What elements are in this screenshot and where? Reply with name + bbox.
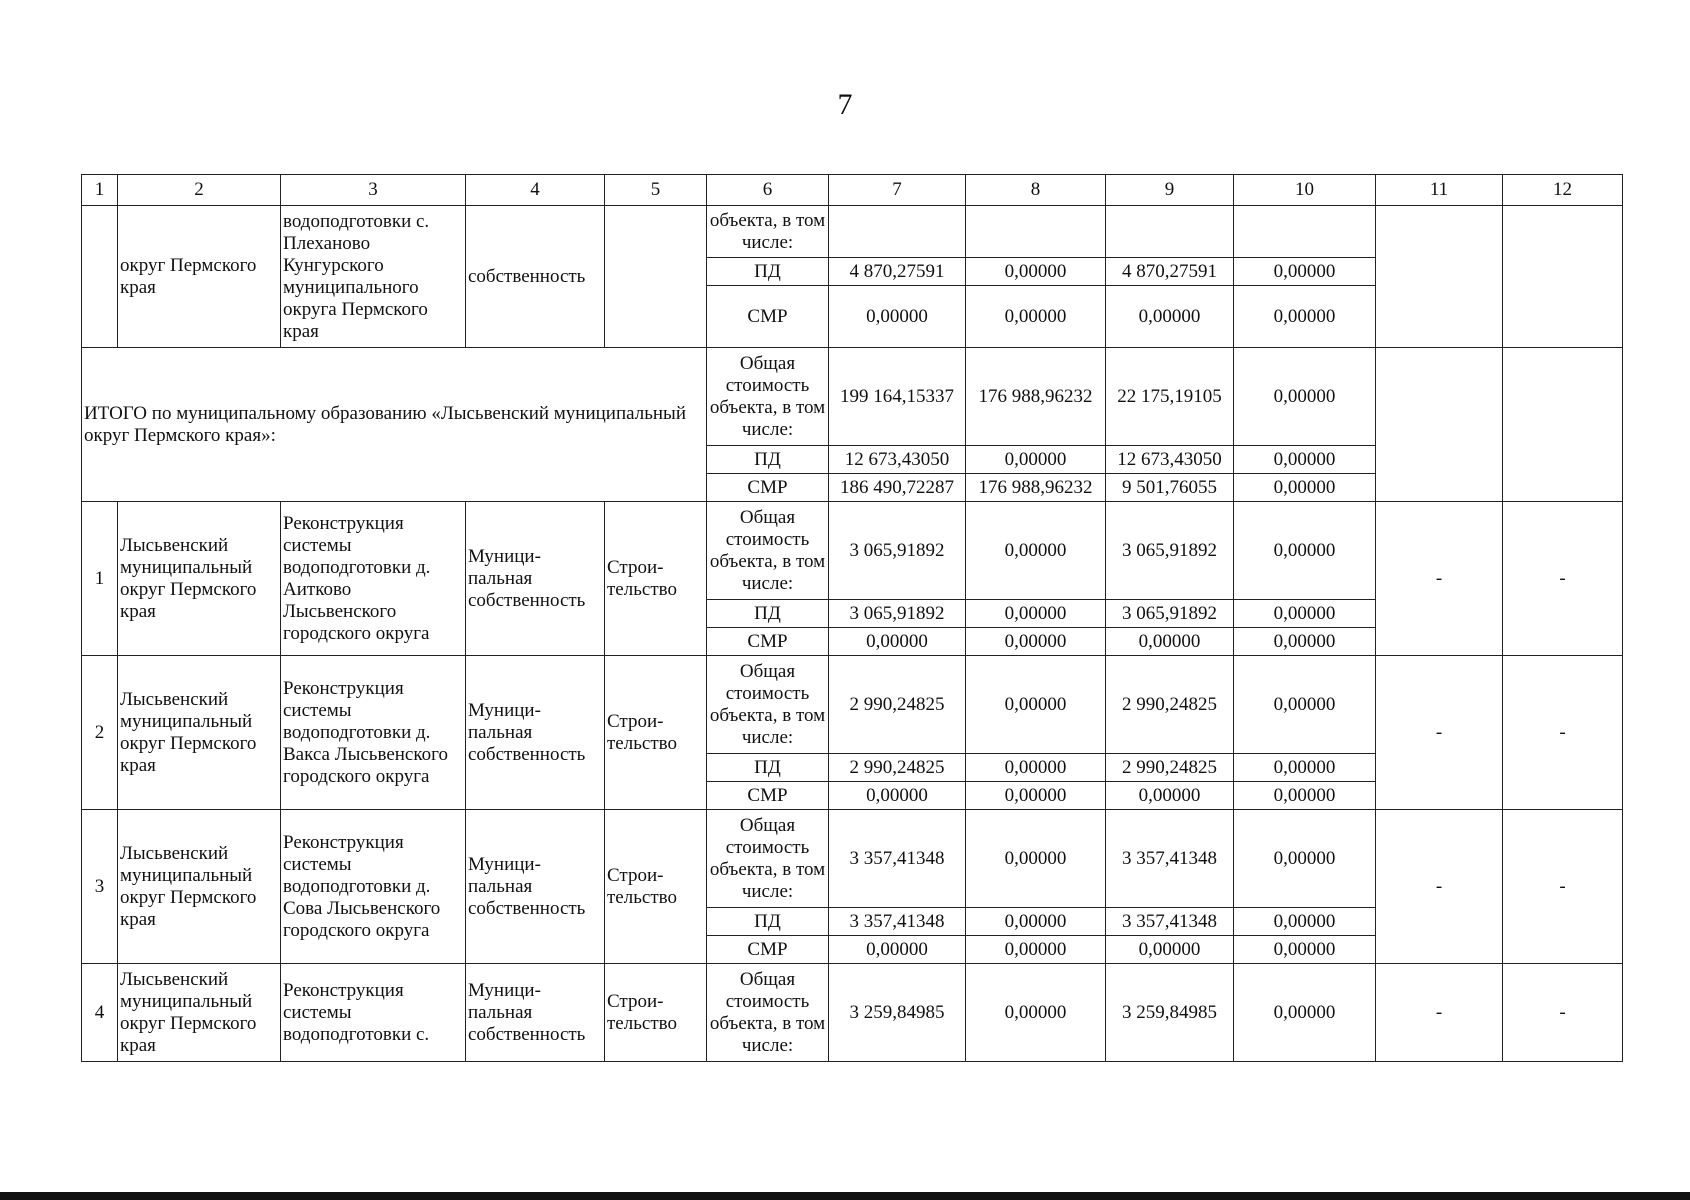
cell-object: Реконструкция системы водоподготовки д. Аитково Лысьвенского городского округа bbox=[281, 502, 466, 656]
cell-type bbox=[605, 206, 707, 348]
cell-12: - bbox=[1503, 964, 1623, 1062]
cell-value: 4 870,27591 bbox=[829, 258, 966, 286]
cell-property: Муници-пальная собственность bbox=[466, 964, 605, 1062]
column-header: 1 bbox=[82, 175, 118, 206]
cell-11: - bbox=[1376, 964, 1503, 1062]
data-table bbox=[81, 174, 1623, 1062]
cell-num: 4 bbox=[82, 964, 118, 1062]
cell-value: 0,00000 bbox=[1234, 810, 1376, 908]
cell-value bbox=[829, 206, 966, 258]
cell-value: 0,00000 bbox=[1234, 446, 1376, 474]
table-row bbox=[82, 206, 1623, 258]
cell-value: 3 357,41348 bbox=[1106, 908, 1234, 936]
total-label: ИТОГО по муниципальному образованию «Лысьвенский муниципальный округ Пермского края»: bbox=[82, 348, 707, 502]
cell-value: 3 259,84985 bbox=[829, 964, 966, 1062]
cell-value: 3 065,91892 bbox=[1106, 502, 1234, 600]
cell-type: Строи-тельство bbox=[605, 964, 707, 1062]
cell-value: 2 990,24825 bbox=[829, 656, 966, 754]
column-header: 7 bbox=[829, 175, 966, 206]
cell-value: 12 673,43050 bbox=[1106, 446, 1234, 474]
column-header: 9 bbox=[1106, 175, 1234, 206]
cell-value: 0,00000 bbox=[1234, 936, 1376, 964]
cell-owner: округ Пермского края bbox=[118, 206, 281, 348]
cell-value: 0,00000 bbox=[1234, 656, 1376, 754]
cell-label-pd: ПД bbox=[707, 258, 829, 286]
cell-value: 2 990,24825 bbox=[829, 754, 966, 782]
cell-owner: Лысьвенский муниципальный округ Пермского края bbox=[118, 964, 281, 1062]
cell-label-smr: СМР bbox=[707, 628, 829, 656]
column-header: 6 bbox=[707, 175, 829, 206]
cell-value: 12 673,43050 bbox=[829, 446, 966, 474]
cell-label: Общая стоимость объекта, в том числе: bbox=[707, 348, 829, 446]
cell-11: - bbox=[1376, 810, 1503, 964]
cell-value: 0,00000 bbox=[966, 258, 1106, 286]
cell-value: 0,00000 bbox=[1234, 474, 1376, 502]
cell-label-smr: СМР bbox=[707, 782, 829, 810]
column-header: 11 bbox=[1376, 175, 1503, 206]
cell-value: 0,00000 bbox=[1234, 286, 1376, 348]
cell-value: 0,00000 bbox=[1234, 964, 1376, 1062]
cell-property: Муници-пальная собственность bbox=[466, 656, 605, 810]
column-header: 5 bbox=[605, 175, 707, 206]
table-row bbox=[82, 964, 1623, 1062]
cell-value: 0,00000 bbox=[829, 936, 966, 964]
cell-label: Общая стоимость объекта, в том числе: bbox=[707, 656, 829, 754]
cell-12: - bbox=[1503, 810, 1623, 964]
cell-owner: Лысьвенский муниципальный округ Пермского края bbox=[118, 810, 281, 964]
cell-label-smr: СМР bbox=[707, 936, 829, 964]
cell-label: Общая стоимость объекта, в том числе: bbox=[707, 964, 829, 1062]
cell-value: 0,00000 bbox=[829, 286, 966, 348]
cell-value: 3 259,84985 bbox=[1106, 964, 1234, 1062]
cell-12: - bbox=[1503, 502, 1623, 656]
cell-value: 0,00000 bbox=[1234, 628, 1376, 656]
page-number: 7 bbox=[837, 88, 853, 121]
cell-num: 2 bbox=[82, 656, 118, 810]
column-header: 12 bbox=[1503, 175, 1623, 206]
cell-value: 0,00000 bbox=[1234, 782, 1376, 810]
table-row bbox=[82, 656, 1623, 754]
header-row bbox=[82, 175, 1623, 206]
cell-value: 0,00000 bbox=[829, 628, 966, 656]
cell-value: 0,00000 bbox=[1234, 348, 1376, 446]
cell-12: - bbox=[1503, 656, 1623, 810]
cell-value: 0,00000 bbox=[966, 286, 1106, 348]
cell-value: 22 175,19105 bbox=[1106, 348, 1234, 446]
cell-label: Общая стоимость объекта, в том числе: bbox=[707, 502, 829, 600]
cell-owner: Лысьвенский муниципальный округ Пермского края bbox=[118, 502, 281, 656]
cell-value: 3 357,41348 bbox=[829, 908, 966, 936]
table-row bbox=[82, 502, 1623, 600]
cell-value: 0,00000 bbox=[966, 936, 1106, 964]
scan-edge bbox=[0, 1192, 1690, 1200]
cell-type: Строи-тельство bbox=[605, 502, 707, 656]
cell-object: водоподготовки с. Плеханово Кунгурского муниципального округа Пермского края bbox=[281, 206, 466, 348]
total-row bbox=[82, 348, 1623, 446]
cell-type: Строи-тельство bbox=[605, 656, 707, 810]
cell-value: 0,00000 bbox=[966, 656, 1106, 754]
cell-value: 0,00000 bbox=[1234, 754, 1376, 782]
cell-value: 3 065,91892 bbox=[829, 502, 966, 600]
cell-11 bbox=[1376, 206, 1503, 348]
cell-num bbox=[82, 206, 118, 348]
cell-label: Общая стоимость объекта, в том числе: bbox=[707, 810, 829, 908]
table-row bbox=[82, 810, 1623, 908]
cell-12 bbox=[1503, 348, 1623, 502]
cell-label-pd: ПД bbox=[707, 446, 829, 474]
cell-value: 0,00000 bbox=[829, 782, 966, 810]
cell-property: Муници-пальная собственность bbox=[466, 810, 605, 964]
cell-value: 0,00000 bbox=[1106, 782, 1234, 810]
cell-value: 9 501,76055 bbox=[1106, 474, 1234, 502]
cell-value: 0,00000 bbox=[966, 600, 1106, 628]
cell-12 bbox=[1503, 206, 1623, 348]
cell-value: 0,00000 bbox=[1106, 286, 1234, 348]
cell-11: - bbox=[1376, 656, 1503, 810]
cell-value: 176 988,96232 bbox=[966, 474, 1106, 502]
cell-owner: Лысьвенский муниципальный округ Пермского края bbox=[118, 656, 281, 810]
cell-label-pd: ПД bbox=[707, 600, 829, 628]
cell-label-pd: ПД bbox=[707, 908, 829, 936]
cell-11 bbox=[1376, 348, 1503, 502]
cell-type: Строи-тельство bbox=[605, 810, 707, 964]
cell-num: 1 bbox=[82, 502, 118, 656]
cell-object: Реконструкция системы водоподготовки д. Сова Лысьвенского городского округа bbox=[281, 810, 466, 964]
cell-value: 0,00000 bbox=[966, 628, 1106, 656]
cell-value: 0,00000 bbox=[966, 782, 1106, 810]
cell-value: 199 164,15337 bbox=[829, 348, 966, 446]
cell-value bbox=[966, 206, 1106, 258]
cell-value: 3 357,41348 bbox=[1106, 810, 1234, 908]
column-header: 10 bbox=[1234, 175, 1376, 206]
cell-object: Реконструкция системы водоподготовки д. Вакса Лысьвенского городского округа bbox=[281, 656, 466, 810]
cell-property: Муници-пальная собственность bbox=[466, 502, 605, 656]
column-header: 8 bbox=[966, 175, 1106, 206]
cell-value: 3 065,91892 bbox=[829, 600, 966, 628]
cell-object: Реконструкция системы водоподготовки с. bbox=[281, 964, 466, 1062]
column-header: 2 bbox=[118, 175, 281, 206]
cell-value bbox=[1234, 206, 1376, 258]
cell-value: 186 490,72287 bbox=[829, 474, 966, 502]
cell-value: 0,00000 bbox=[966, 908, 1106, 936]
cell-num: 3 bbox=[82, 810, 118, 964]
cell-label-smr: СМР bbox=[707, 474, 829, 502]
cell-label: объекта, в том числе: bbox=[707, 206, 829, 258]
cell-value: 0,00000 bbox=[1106, 628, 1234, 656]
column-header: 4 bbox=[466, 175, 605, 206]
cell-value: 0,00000 bbox=[966, 754, 1106, 782]
cell-value: 0,00000 bbox=[966, 502, 1106, 600]
cell-label-smr: СМР bbox=[707, 286, 829, 348]
cell-value: 0,00000 bbox=[966, 810, 1106, 908]
cell-value: 0,00000 bbox=[966, 446, 1106, 474]
cell-value: 0,00000 bbox=[1234, 600, 1376, 628]
cell-value: 0,00000 bbox=[1234, 908, 1376, 936]
cell-value: 3 357,41348 bbox=[829, 810, 966, 908]
cell-value: 4 870,27591 bbox=[1106, 258, 1234, 286]
cell-label-pd: ПД bbox=[707, 754, 829, 782]
cell-value bbox=[1106, 206, 1234, 258]
cell-value: 0,00000 bbox=[966, 964, 1106, 1062]
cell-value: 176 988,96232 bbox=[966, 348, 1106, 446]
cell-value: 0,00000 bbox=[1106, 936, 1234, 964]
cell-value: 3 065,91892 bbox=[1106, 600, 1234, 628]
cell-value: 2 990,24825 bbox=[1106, 656, 1234, 754]
cell-value: 0,00000 bbox=[1234, 502, 1376, 600]
cell-value: 0,00000 bbox=[1234, 258, 1376, 286]
column-header: 3 bbox=[281, 175, 466, 206]
cell-property: собственность bbox=[466, 206, 605, 348]
cell-11: - bbox=[1376, 502, 1503, 656]
cell-value: 2 990,24825 bbox=[1106, 754, 1234, 782]
